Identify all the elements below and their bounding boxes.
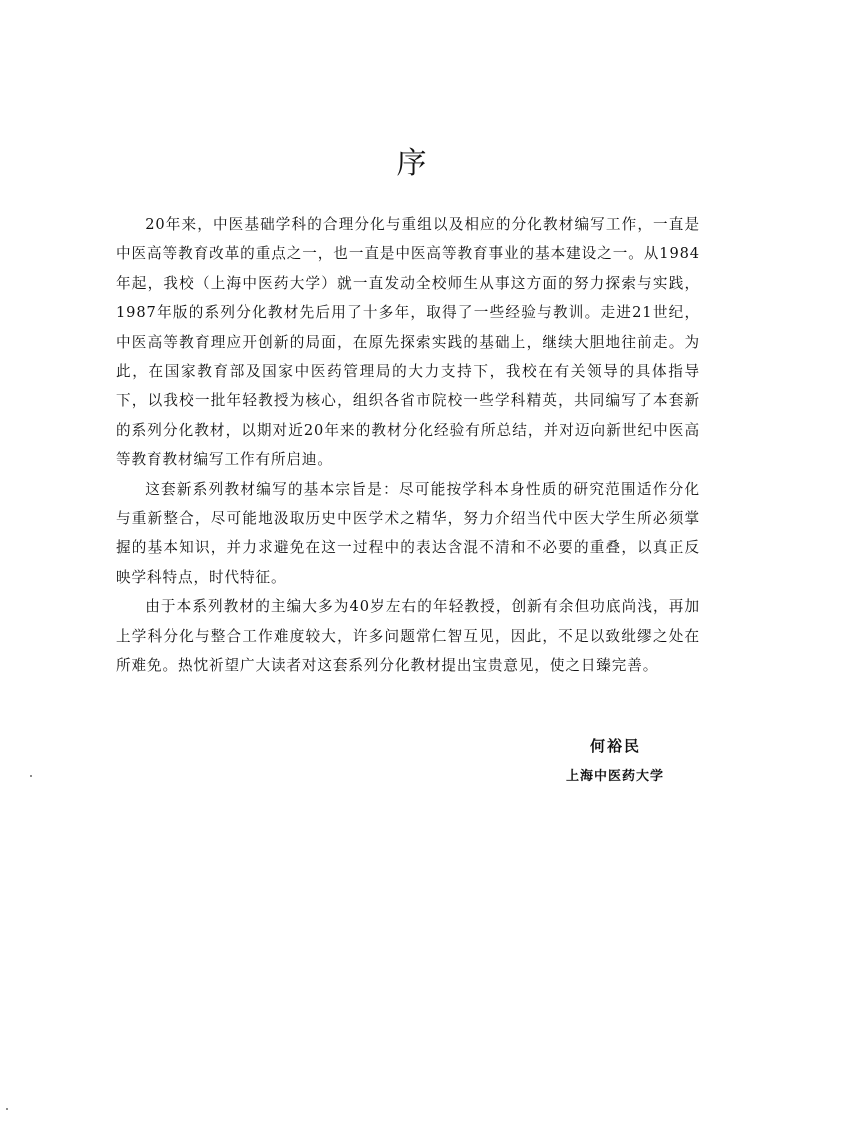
- signature-organization: 上海中医药大学: [566, 769, 665, 784]
- signature-name: 何裕民: [590, 737, 642, 755]
- page-title: 序: [396, 146, 429, 181]
- paragraph-3: 由于本系列教材的主编大多为40岁左右的年轻教授，创新有余但功底尚浅，再加上学科分化与整合工作难度较大，许多问题常仁智互见，因此，不足以致纰缪之处在所难免。热忱祈望广大读者对这套系列分化教材提出宝贵意见，使之日臻完善。: [116, 598, 700, 675]
- scan-speck: [6, 1108, 8, 1110]
- preface-body: [116, 210, 700, 681]
- scan-speck: [30, 775, 32, 777]
- paragraph-2: 这套新系列教材编写的基本宗旨是：尽可能按学科本身性质的研究范围适作分化与重新整合，尽可能地汲取历史中医学术之精华，努力介绍当代中医大学生所必须掌握的基本知识，并力求避免在这一过程中的表达含混不清和不必要的重叠，以真正反映学科特点，时代特征。: [116, 480, 700, 586]
- paragraph-1: 20年来，中医基础学科的合理分化与重组以及相应的分化教材编写工作，一直是中医高等教育改革的重点之一，也一直是中医高等教育事业的基本建设之一。从1984年起，我校（上海中医药大学）就一直发动全校师生从事这方面的努力探索与实践，1987年版的系列分化教材先后用了十多年，取得了一些经验与教训。走进21世纪，中医高等教育理应开创新的局面，在原先探索实践的基础上，继续大胆地往前走。为此，在国家教育部及国家中医药管理局的大力支持下，我校在有关领导的具体指导下，以我校一批年轻教授为核心，组织各省市院校一些学科精英，共同编写了本套新的系列分化教材，以期对近20年来的教材分化经验有所总结，并对迈向新世纪中医高等教育教材编写工作有所启迪。: [116, 216, 700, 469]
